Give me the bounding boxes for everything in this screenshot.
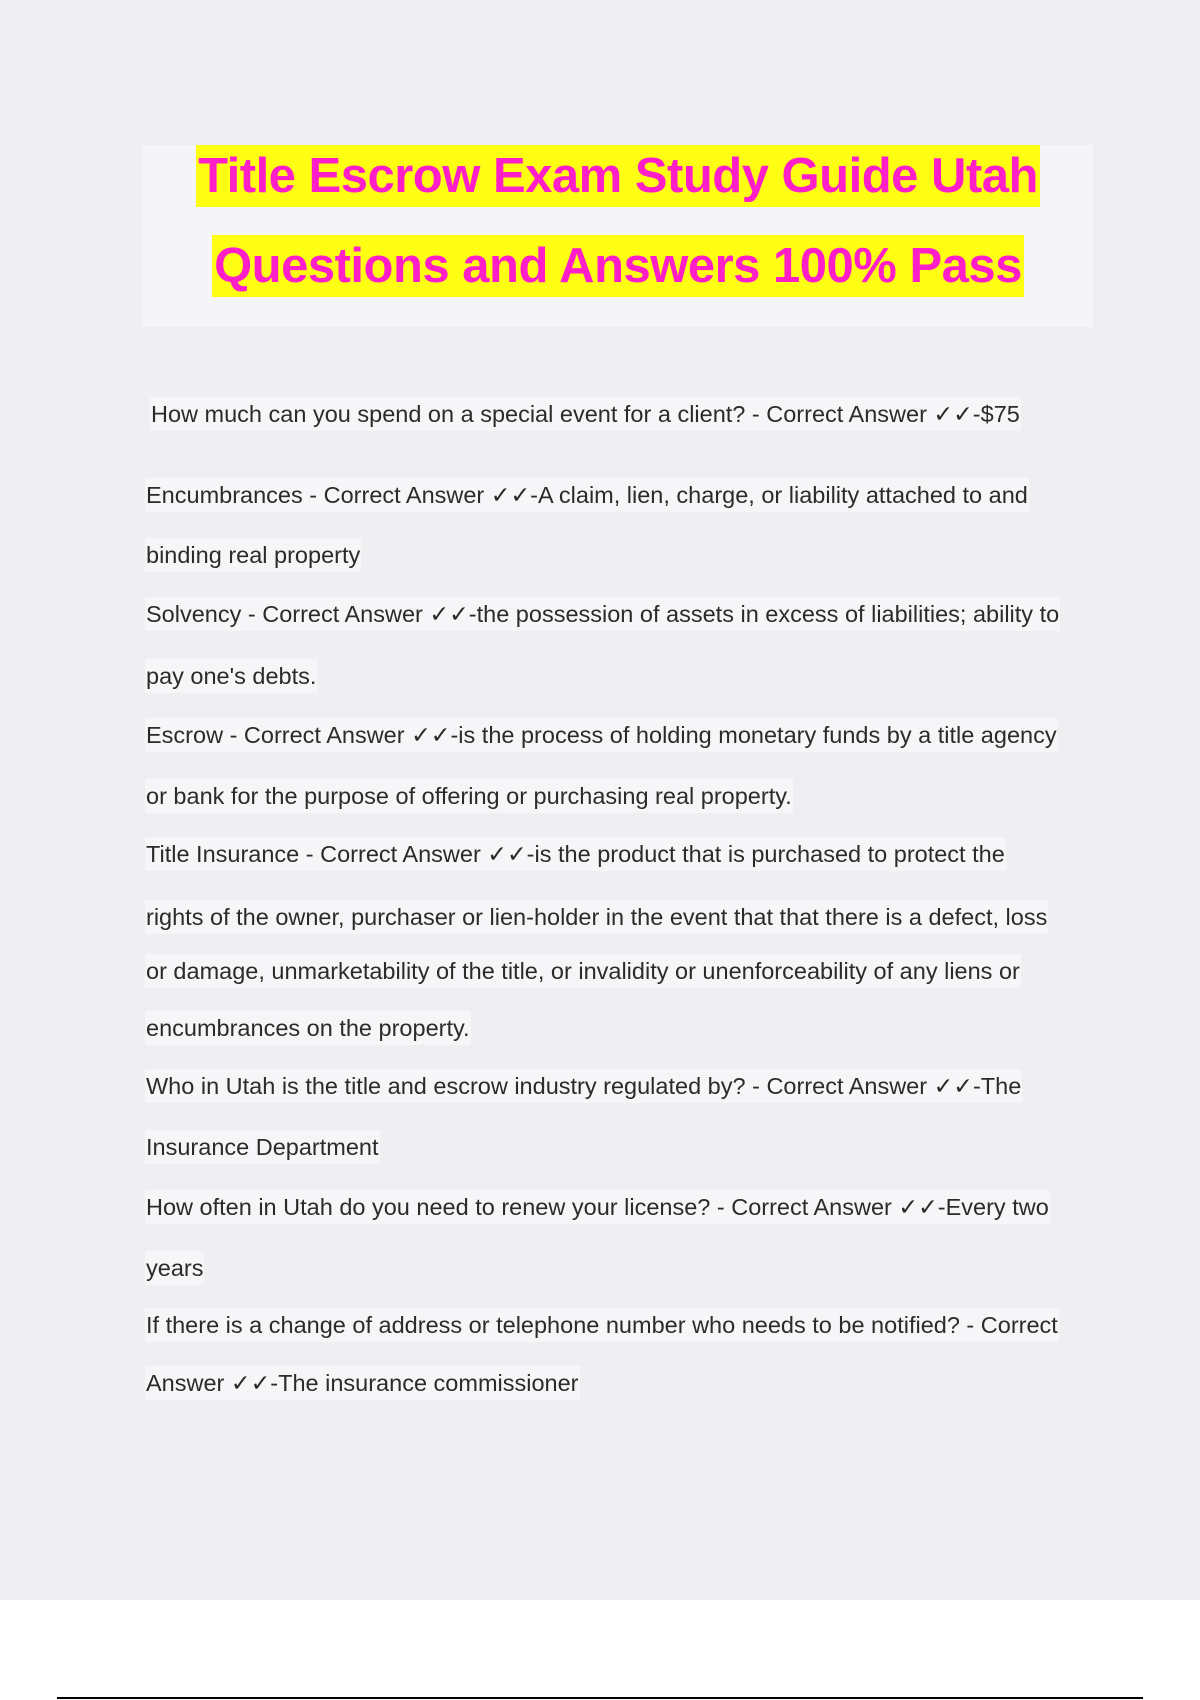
qa-line: Escrow - Correct Answer ✓✓-is the process of holding monetary funds by a title agency	[145, 718, 1058, 752]
title-block	[143, 145, 1093, 327]
document-title-line-2: Questions and Answers 100% Pass	[212, 235, 1024, 297]
qa-line: How much can you spend on a special event for a client? - Correct Answer ✓✓-$75	[150, 397, 1021, 431]
qa-line: Solvency - Correct Answer ✓✓-the possession of assets in excess of liabilities; ability to	[145, 597, 1060, 631]
document-title-line-1: Title Escrow Exam Study Guide Utah	[196, 145, 1040, 207]
qa-line: pay one's debts.	[145, 659, 317, 693]
page-bottom-rule	[57, 1697, 1143, 1699]
qa-line: Answer ✓✓-The insurance commissioner	[145, 1366, 580, 1400]
qa-line: Encumbrances - Correct Answer ✓✓-A claim, lien, charge, or liability attached to and	[145, 478, 1029, 512]
qa-line: encumbrances on the property.	[145, 1011, 471, 1045]
qa-line: or damage, unmarketability of the title, or invalidity or unenforceability of any liens or	[145, 954, 1021, 988]
qa-line: If there is a change of address or telephone number who needs to be notified? - Correct	[145, 1308, 1059, 1342]
qa-line: How often in Utah do you need to renew your license? - Correct Answer ✓✓-Every two	[145, 1190, 1050, 1224]
qa-line: Who in Utah is the title and escrow industry regulated by? - Correct Answer ✓✓-The	[145, 1069, 1022, 1103]
qa-line: years	[145, 1251, 204, 1285]
qa-line: or bank for the purpose of offering or purchasing real property.	[145, 779, 793, 813]
qa-line: rights of the owner, purchaser or lien-holder in the event that that there is a defect, loss	[145, 900, 1048, 934]
qa-line: Title Insurance - Correct Answer ✓✓-is the product that is purchased to protect the	[145, 837, 1006, 871]
qa-line: binding real property	[145, 538, 361, 572]
qa-line: Insurance Department	[145, 1130, 380, 1164]
